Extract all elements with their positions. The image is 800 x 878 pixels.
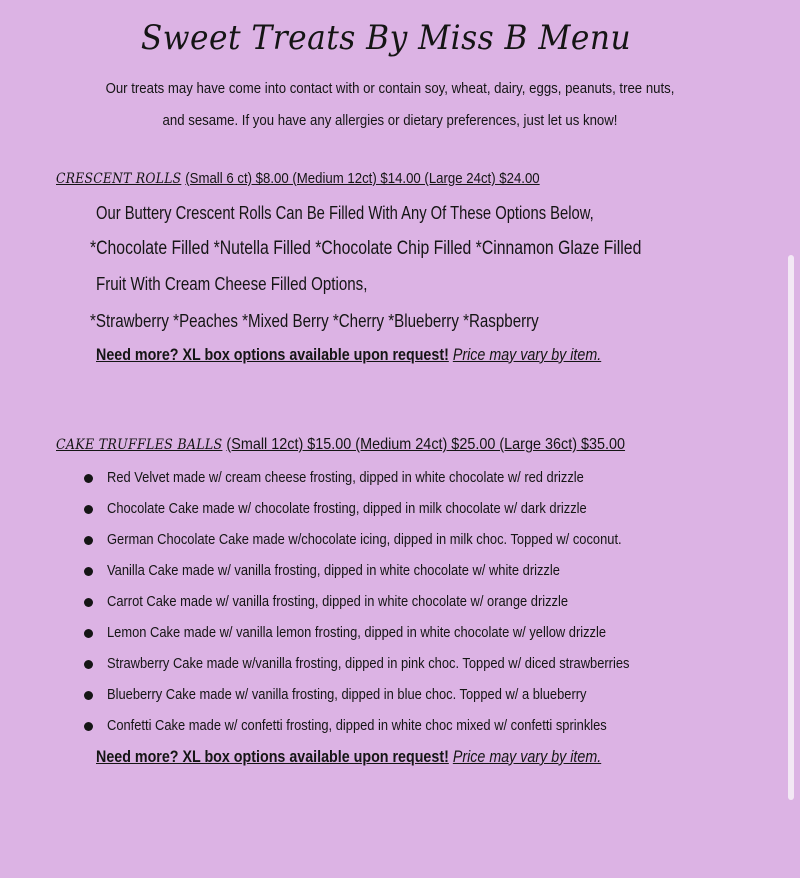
list-item: Strawberry Cake made w/vanilla frosting, dipped in pink choc. Topped w/ diced strawberries <box>84 652 715 683</box>
list-item: German Chocolate Cake made w/chocolate icing, dipped in milk choc. Topped w/ coconut. <box>84 528 715 559</box>
list-item: Blueberry Cake made w/ vanilla frosting, dipped in blue choc. Topped w/ a blueberry <box>84 683 715 714</box>
bullet-icon <box>84 722 93 731</box>
cake-truffles-name: CAKE TRUFFLES BALLS <box>56 437 223 453</box>
crescent-intro: Our Buttery Crescent Rolls Can Be Filled With Any Of These Options Below, <box>96 203 594 223</box>
menu-title: Sweet Treats By Miss B Menu <box>140 18 632 58</box>
crescent-fillings: *Chocolate Filled *Nutella Filled *Chocolate Chip Filled *Cinnamon Glaze Filled <box>90 238 642 259</box>
bullet-icon <box>84 629 93 638</box>
bullet-icon <box>84 474 93 483</box>
list-item: Red Velvet made w/ cream cheese frosting, dipped in white chocolate w/ red drizzle <box>84 466 715 497</box>
bullet-icon <box>84 505 93 514</box>
scrollbar[interactable] <box>788 255 794 800</box>
fruit-filled-heading: Fruit With Cream Cheese Filled Options, <box>96 274 368 294</box>
list-item: Vanilla Cake made w/ vanilla frosting, dipped in white chocolate w/ white drizzle <box>84 559 715 590</box>
allergy-disclaimer-line-2: and sesame. If you have any allergies or dietary preferences, just let us know! <box>162 112 618 129</box>
list-item: Lemon Cake made w/ vanilla lemon frosting, dipped in white chocolate w/ yellow drizzle <box>84 621 715 652</box>
price-vary-note: Price may vary by item. <box>452 345 602 364</box>
truffle-flavor-list <box>84 466 715 745</box>
crescent-rolls-prices: (Small 6 ct) $8.00 (Medium 12ct) $14.00 (Large 24ct) $24.00 <box>185 170 540 187</box>
cake-truffles-header <box>56 436 688 454</box>
list-item: Confetti Cake made w/ confetti frosting, dipped in white choc mixed w/ confetti sprinkles <box>84 714 715 745</box>
bullet-icon <box>84 660 93 669</box>
crescent-more-note <box>96 345 697 365</box>
list-item: Chocolate Cake made w/ chocolate frosting, dipped in milk chocolate w/ dark drizzle <box>84 497 715 528</box>
xl-box-note: Need more? XL box options available upon request! <box>96 345 449 364</box>
xl-box-note: Need more? XL box options available upon request! <box>96 747 449 766</box>
crescent-rolls-name: CRESCENT ROLLS <box>56 171 182 187</box>
bullet-icon <box>84 567 93 576</box>
bullet-icon <box>84 691 93 700</box>
bullet-icon <box>84 536 93 545</box>
crescent-rolls-header <box>56 170 606 188</box>
fruit-options: *Strawberry *Peaches *Mixed Berry *Cherry *Blueberry *Raspberry <box>90 311 539 331</box>
list-item: Carrot Cake made w/ vanilla frosting, dipped in white chocolate w/ orange drizzle <box>84 590 715 621</box>
bullet-icon <box>84 598 93 607</box>
truffles-more-note <box>96 747 697 767</box>
allergy-disclaimer-line-1: Our treats may have come into contact with or contain soy, wheat, dairy, eggs, peanuts, tree nuts, <box>105 80 675 97</box>
price-vary-note: Price may vary by item. <box>452 747 602 766</box>
cake-truffles-prices: (Small 12ct) $15.00 (Medium 24ct) $25.00 (Large 36ct) $35.00 <box>226 436 626 453</box>
